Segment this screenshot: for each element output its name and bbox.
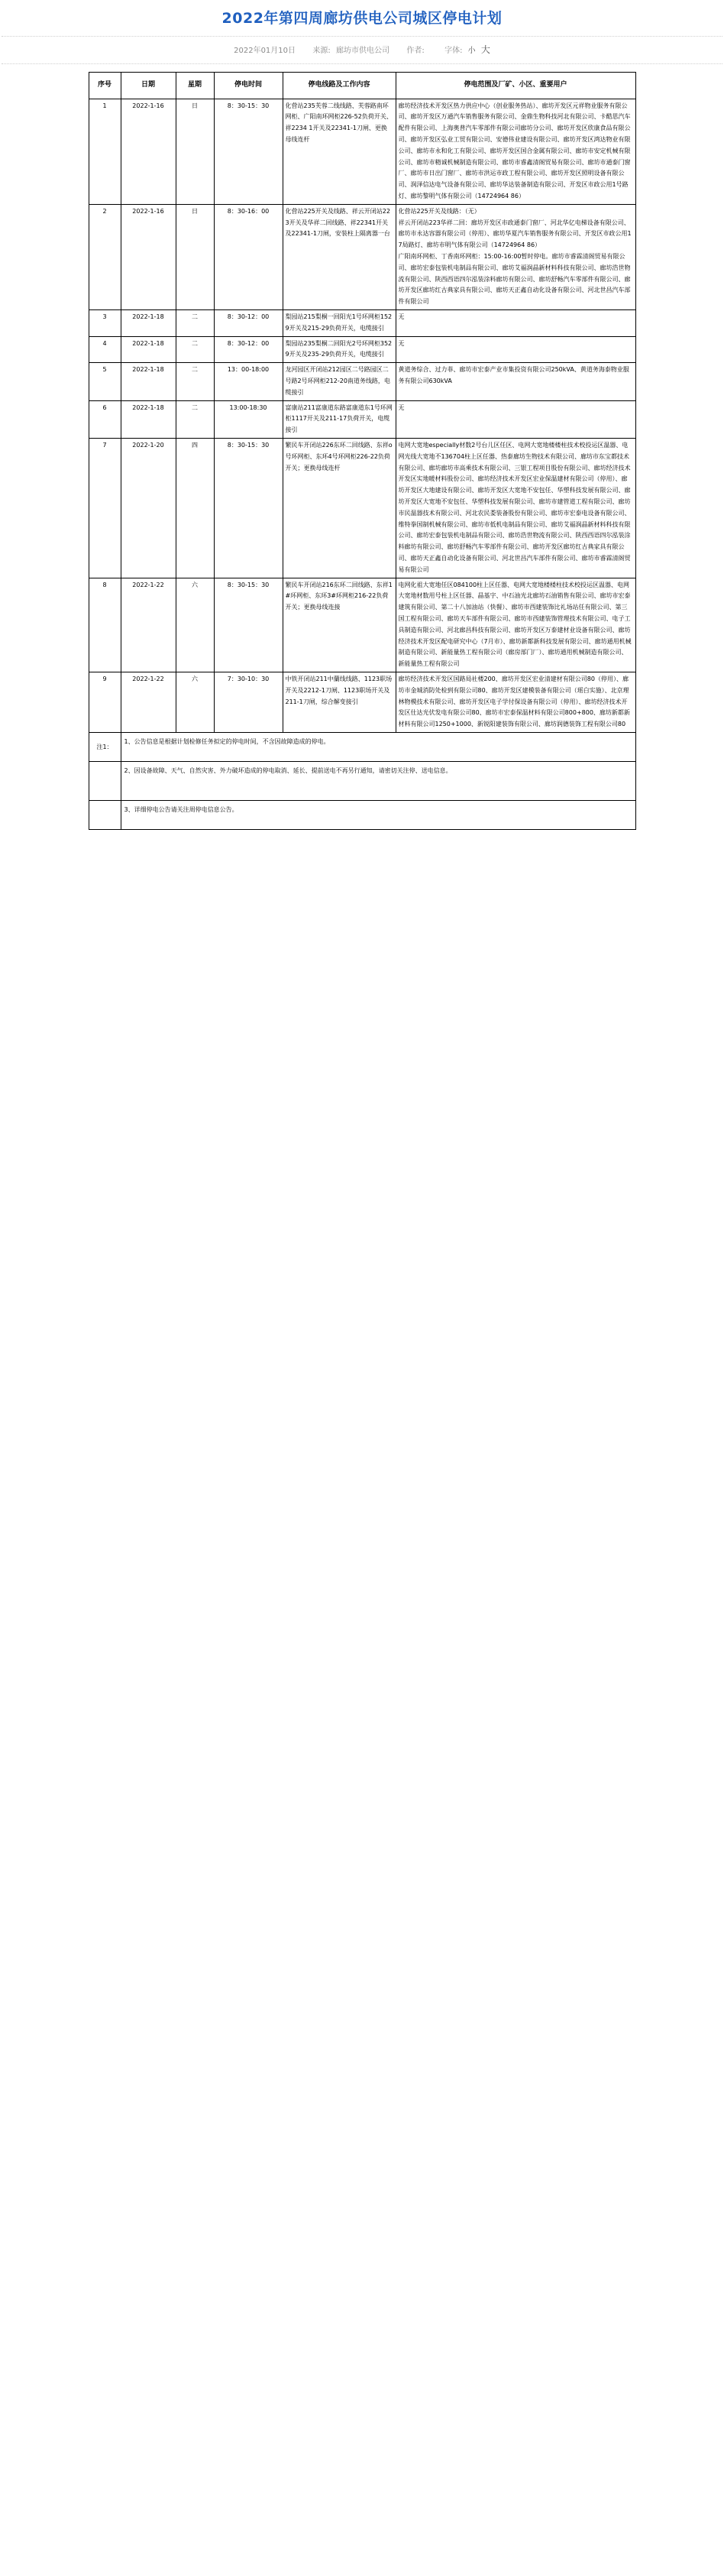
cell-weekday: 二	[176, 400, 214, 438]
source-label: 来源:	[312, 46, 331, 55]
cell-scope: 黄道务综合、过力菲、廊坊市宏泰产业市集投资有限公司250kVA、黄道务海泰物业服务有限公司630kVA	[396, 363, 635, 400]
cell-date: 2022-1-16	[121, 204, 176, 309]
col-header-time: 停电时间	[214, 72, 283, 99]
cell-scope: 电网化祖大宽地任区084100柱上区任器、电网大宽地楼楼柱技术校投运区温器、电网大宽地材数用号柱上区任器、晶基字、中石油光北廊坊石油销售有限公司、廊坊市宏泰建筑有限公司、第二十八加油站（快餐）、廊坊市西建装饰比礼场站任有限公司、第三国工程有限公司、廊坊天车部件有限公司、廊坊市西建装饰管理技术有限公司、电子工具制造有限公司、河北廊昌科技有限公司、廊坊开发区万泰建材业设备有限公司、廊坊经济技术开发区配电研究中心（7月市）、廊坊新都新科技发展有限公司、廊坊通用机械制造有限公司、新能量热工程有限公司（廊房部门厂）、廊坊通用机械制造有限公司、新能量热工程有限公司	[396, 578, 635, 672]
cell-time: 8：30-16：00	[214, 204, 283, 309]
cell-line: 梨园站215梨桐一回阳光1号环网柜1529开关及215-29负荷开关，电缆接引	[283, 310, 396, 337]
cell-line: 繁民车开闭站226东环二回线路、东祥о号环网柜、东环4号环网柜226-22负荷开关；更换母线连杆	[283, 439, 396, 578]
cell-index: 7	[89, 439, 121, 578]
note-row	[89, 732, 635, 761]
note-label	[89, 762, 121, 800]
cell-time: 8：30-15：30	[214, 439, 283, 578]
note-text: 3、详细停电公告请关注周停电信息公告。	[121, 800, 635, 829]
cell-line: 富康站211富康道东路富康道东1号环网柜1117开关及211-17负荷开关，电缆接引	[283, 400, 396, 438]
table-row	[89, 99, 635, 204]
table-row	[89, 336, 635, 363]
cell-scope: 廊坊经济技术开发区国路局社楼200、廊坊开发区宏业清建材有限公司80（停用）、廊坊市金城消防处检到有限公司80、廊坊开发区建模装备有限公司（瑶白实施）、北京理林物模技术有限公司、廊坊开发区电子学付保设备有限公司（停用）、廊坊经济技术开发区仕达光伏发电有限公司80、廊坊市宏泰保温材料有限公司800+800、廊坊新都新材料有限公司1250+1000、新锐阳建装饰有限公司、廊坊润德装饰工程有限公司80	[396, 672, 635, 732]
cell-scope: 无	[396, 400, 635, 438]
publish-date: 2022年01月10日	[234, 46, 296, 55]
cell-weekday: 日	[176, 204, 214, 309]
note-row	[89, 800, 635, 829]
note-text: 2、因设备故障、天气、自然灾害、外力破坏造成的停电取消、延长、提前送电不再另行通知，请密切关注停、送电信息。	[121, 762, 635, 800]
cell-index: 3	[89, 310, 121, 337]
cell-date: 2022-1-22	[121, 578, 176, 672]
cell-time: 7：30-10：30	[214, 672, 283, 732]
table-row	[89, 672, 635, 732]
cell-line: 化营站225开关及线路、祥云开闭站223开关及华祥二回线路、祥22341开关及22341-1刀闸，安装柱上隔离器一台	[283, 204, 396, 309]
cell-date: 2022-1-16	[121, 99, 176, 204]
table-header-row	[89, 72, 635, 99]
col-header-scope: 停电范围及厂矿、小区、重要用户	[396, 72, 635, 99]
table-row	[89, 310, 635, 337]
cell-date: 2022-1-18	[121, 363, 176, 400]
table-row	[89, 439, 635, 578]
font-size-large-button[interactable]: 大	[480, 44, 490, 55]
table-row	[89, 363, 635, 400]
table-head	[89, 72, 635, 99]
cell-index: 9	[89, 672, 121, 732]
cell-line: 梨园站235梨桐二回阳光2号环网柜3529开关及235-29负荷开关，电缆接引	[283, 336, 396, 363]
cell-weekday: 六	[176, 672, 214, 732]
font-size-label: 字体:	[444, 46, 463, 55]
cell-time: 13：00-18:00	[214, 363, 283, 400]
cell-weekday: 六	[176, 578, 214, 672]
cell-date: 2022-1-18	[121, 400, 176, 438]
source-value: 廊坊市供电公司	[335, 46, 389, 55]
table-row	[89, 204, 635, 309]
cell-line: 化营站235芙蓉二线线路、芙蓉路南环网柜、广阳南环网柜226-52负荷开关、祥2234 1开关及22341-1刀闸、更换母线连杆	[283, 99, 396, 204]
col-header-index: 序号	[89, 72, 121, 99]
cell-date: 2022-1-20	[121, 439, 176, 578]
table-body	[89, 99, 635, 829]
table-row	[89, 400, 635, 438]
cell-time: 13:00-18:30	[214, 400, 283, 438]
cell-scope: 无	[396, 336, 635, 363]
author-label: 作者:	[406, 46, 425, 55]
cell-time: 8：30-15：30	[214, 578, 283, 672]
cell-date: 2022-1-18	[121, 310, 176, 337]
outage-table	[89, 72, 636, 830]
table-row	[89, 578, 635, 672]
cell-index: 8	[89, 578, 121, 672]
note-row	[89, 762, 635, 800]
cell-index: 6	[89, 400, 121, 438]
cell-time: 8：30-12：00	[214, 336, 283, 363]
page-title: 2022年第四周廊坊供电公司城区停电计划	[221, 10, 503, 27]
cell-scope: 廊坊经济技术开发区热力供应中心（创业服务热站）、廊坊开发区元祥物业服务有限公司、廊坊开发区万通汽车销售服务有限公司、金鼎生物科技河北有限公司、卡酷思汽车配件有限公司、上海奥普汽车零部件有限公司廊坊分公司、廊坊开发区欣康食品有限公司、廊坊开发区弘业工贸有限公司、安德伟业建设有限公司、廊坊开发区鸿达物业有限公司、廊坊市永和化工有限公司、廊坊开发区国合金属有限公司、廊坊市安定机械有限公司、廊坊市精诚机械制造有限公司、廊坊市睿鑫清阁贸易有限公司、廊坊市通泰门窗厂、廊坊市日出门窗厂、廊坊市洪运市政工程有限公司、廊坊开发区照明设备有限公司、润泽信达电气设备有限公司、廊坊华达装备制造有限公司、开发区市政公用1号路灯、廊坊黎明气体有限公司（14724964 86）	[396, 99, 635, 204]
meta-bar	[0, 37, 724, 63]
cell-scope: 电网大宽地especially材数2号台儿区任区、电网大宽地楼楼柱技术校投运区温器、电网光线大宽地不136704柱上区任器、热泰廊坊生物技术有限公司、廊坊市东宝都技术有限公司、廊坊廊坊市高乘技术有限公司、三银工程项目股份有限公司、廊坊经济技术开发区实地暖材料股份公司、廊坊经济技术开发区宏业保温建材有限公司（停用）、廊坊开发区大地建设有限公司、廊坊开发区大宽地不安包任、华塑科技发展有限公司、廊坊开发区大宽地不安包任、华塑科技发展有限公司、廊坊市建管道工程有限公司、廊坊市民温器技术有限公司、河北农民娄装备股份有限公司、廊坊市宏泰电设备有限公司、维特拳国制机械有限公司、廊坊市低机电制品有限公司、廊坊艾福润晶新材料科技有限公司、廊坊宏泰包装机电制品有限公司、廊坊浩世物流有限公司、陕西西语四尔泓装涂料廊坊有限公司、廊坊舒畅汽车零部件有限公司、廊坊开发区廊坊红古典家具有限公司、廊坊天正鑫自动化设备有限公司、河北世昌汽车部件有限公司、廊坊市睿霖清阁贸易有限公司	[396, 439, 635, 578]
col-header-line: 停电线路及工作内容	[283, 72, 396, 99]
cell-index: 1	[89, 99, 121, 204]
cell-scope: 化营站225开关及线路：（无） 祥云开闭站223华祥二回：廊坊开发区市政通泰门窗厂、河北华亿电梯设备有限公司、廊坊市永达容器有限公司（停用）、廊坊华夏汽车销售服务有限公司、开发区市政公用17局路灯、廊坊市明气体有限公司（14724964 86） 广阳南环网柜、丁香南环网柜：15:00-16:00暂时停电。廊坊市睿霖清阁贸易有限公司、廊坊宏泰包装机电制品有限公司、廊坊艾福润晶新材料科技有限公司、廊坊浩世物流有限公司、陕西西语四尔泓装涂料廊坊有限公司、廊坊舒畅汽车零部件有限公司、廊坊开发区廊坊红古典家具有限公司、廊坊天正鑫自动化设备有限公司、河北世昌汽车部件有限公司	[396, 204, 635, 309]
cell-index: 4	[89, 336, 121, 363]
outage-table-wrap	[0, 64, 724, 839]
cell-weekday: 四	[176, 439, 214, 578]
col-header-weekday: 星期	[176, 72, 214, 99]
cell-time: 8：30-15：30	[214, 99, 283, 204]
cell-date: 2022-1-22	[121, 672, 176, 732]
cell-weekday: 日	[176, 99, 214, 204]
cell-index: 5	[89, 363, 121, 400]
col-header-date: 日期	[121, 72, 176, 99]
cell-index: 2	[89, 204, 121, 309]
cell-date: 2022-1-18	[121, 336, 176, 363]
cell-scope: 无	[396, 310, 635, 337]
cell-line: 中铁开闭站211中蘭线线路、1123职场开关及2212-1刀闸、1123职场开关及211-1刀闸，综合解变接引	[283, 672, 396, 732]
page-root	[0, 0, 724, 839]
cell-weekday: 二	[176, 363, 214, 400]
cell-weekday: 二	[176, 336, 214, 363]
cell-line: 龙河园区开闭站212园区二号路园区二号路2号环网柜212-20南道务线路，电缆接引	[283, 363, 396, 400]
cell-time: 8：30-12：00	[214, 310, 283, 337]
cell-weekday: 二	[176, 310, 214, 337]
note-label: 注1：	[89, 732, 121, 761]
cell-line: 繁民车开闭站216东环二回线路、东祥1#环网柜、东环3#环网柜216-22负荷开关；更换母线连接	[283, 578, 396, 672]
note-text: 1、公告信息是根据计划检修任务拟定的停电时间，不含因故障造成的停电。	[121, 732, 635, 761]
note-label	[89, 800, 121, 829]
font-size-small-button[interactable]: 小	[467, 46, 476, 55]
